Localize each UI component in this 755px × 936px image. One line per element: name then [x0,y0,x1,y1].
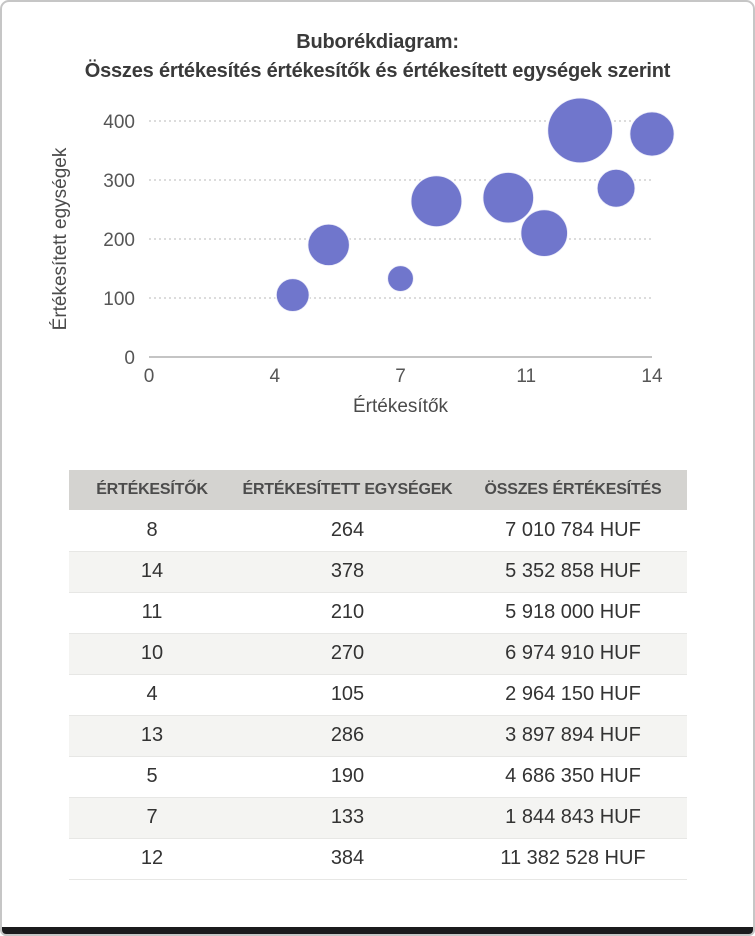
table-cell: 264 [330,518,365,541]
table-cell: 10 [69,633,236,674]
table-cell: 13 [69,715,236,756]
bubble-chart [2,86,755,440]
table-cell: 8 [146,518,158,541]
table-cell: 133 [236,797,460,838]
bubble [483,172,534,223]
table-cell: 2 964 150 HUF [460,674,687,715]
table-cell: 3 897 894 HUF [460,715,687,756]
table-cell: 6 974 910 HUF [460,633,687,674]
table-cell: 378 [236,551,460,592]
bubble [387,265,413,291]
sales-table-header [69,470,687,510]
y-tick-label: 100 [103,289,135,310]
table-cell: 7 010 784 HUF [505,518,641,541]
bubble [411,176,462,227]
sales-table-body [69,510,687,879]
table-cell: 286 [236,715,460,756]
chart-title-line1: Buborékdiagram: [296,31,459,53]
table-cell: 105 [236,674,460,715]
x-tick-label: 14 [641,366,663,387]
bubble [597,169,635,207]
y-tick-label: 200 [103,230,135,251]
table-cell: 1 844 843 HUF [460,797,687,838]
y-tick-label: 0 [124,348,135,369]
table-cell: 190 [236,756,460,797]
x-tick-label: 0 [143,366,155,387]
table-cell: 14 [69,551,236,592]
bubble [308,224,350,266]
table-header-row [69,470,687,510]
table-cell: 384 [236,838,460,879]
table-cell: 5 352 858 HUF [460,551,687,592]
table-cell: 11 382 528 HUF [460,838,687,879]
table-row [69,592,687,633]
chart-title-line2: Összes értékesítés értékesítők és értékesített egységek szerint [84,60,671,82]
table-row [69,838,687,879]
y-tick-label: 300 [103,171,135,192]
table-row [69,510,687,551]
table-row [69,715,687,756]
frame-bottom-bar [2,927,753,934]
x-tick-label: 4 [269,366,281,387]
table-cell: 270 [236,633,460,674]
bubble [547,98,612,163]
header-salespeople: ÉRTÉKESÍTŐK [69,470,236,510]
bubble [630,112,675,157]
table-row [69,756,687,797]
x-axis-title: Értékesítők [352,396,449,417]
table-row [69,551,687,592]
bubble [276,278,309,311]
table-cell: 5 918 000 HUF [460,592,687,633]
table-cell: 4 686 350 HUF [460,756,687,797]
table-row [69,797,687,838]
table-cell: 4 [69,674,236,715]
header-total-sales: ÖSSZES ÉRTÉKESÍTÉS [460,470,687,510]
table-cell: 12 [69,838,236,879]
sales-table [69,470,687,880]
x-tick-label: 7 [395,366,406,387]
table-row [69,633,687,674]
header-units-sold: ÉRTÉKESÍTETT EGYSÉGEK [236,470,460,510]
y-tick-label: 400 [103,112,135,133]
chart-title-block [2,28,753,86]
table-cell: 210 [236,592,460,633]
y-axis-title: Értékesített egységek [50,147,71,331]
table-cell: 5 [69,756,236,797]
bubble [521,210,568,257]
table-row [69,674,687,715]
table-cell: 7 [69,797,236,838]
table-cell: 11 [69,592,236,633]
x-tick-label: 11 [516,366,537,387]
